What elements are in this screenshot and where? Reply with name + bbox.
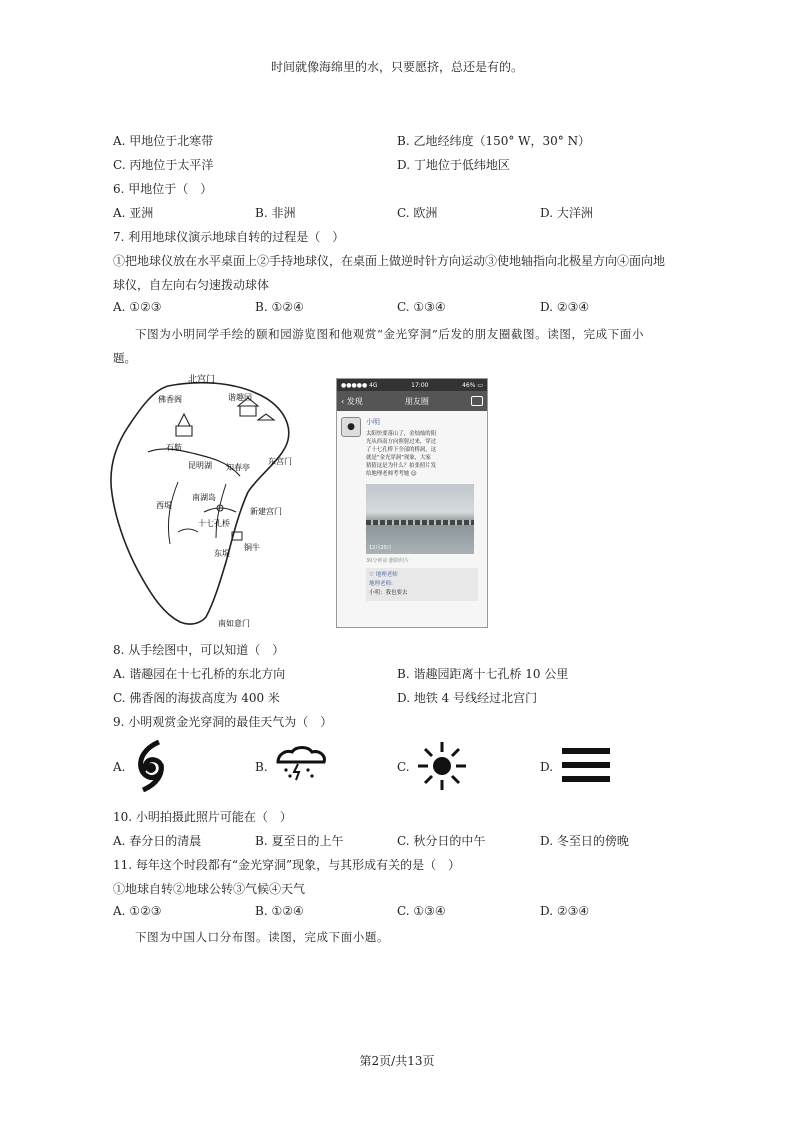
- q8-option-a[interactable]: A. 谐趣园在十七孔桥的东北方向: [113, 667, 286, 681]
- phone-screenshot: [336, 378, 488, 628]
- q7-option-b[interactable]: B. ①②④: [255, 300, 304, 314]
- q10-stem: 10. 小明拍摄此照片可能在（ ）: [113, 810, 292, 824]
- q9-option-b[interactable]: B.: [255, 760, 268, 774]
- likes-comments-box: [366, 568, 478, 601]
- q9-option-c[interactable]: C.: [397, 760, 410, 774]
- q7-option-a[interactable]: A. ①②③: [113, 300, 162, 314]
- map-label-west-dike: 西堤: [156, 501, 172, 510]
- status-battery: 46% ▭: [462, 381, 483, 389]
- post-photo[interactable]: [366, 484, 474, 554]
- q10-option-b[interactable]: B. 夏至日的上午: [255, 834, 344, 848]
- phone-status-bar: [337, 379, 487, 391]
- page-header: 时间就像海绵里的水，只要愿挤，总还是有的。: [270, 60, 523, 74]
- material-intro-line1: 下图为小明同学手绘的颐和园游览图和他观赏“金光穿洞”后发的朋友圈截图。读图，完成下面小: [135, 327, 645, 341]
- post-text-line: 给地理老师考考她 ☺: [366, 471, 417, 477]
- heart-icon: ♡: [369, 572, 374, 578]
- q6-option-a[interactable]: A. 亚洲: [113, 206, 154, 220]
- q6-option-c[interactable]: C. 欧洲: [397, 206, 438, 220]
- like-name[interactable]: 地理老师: [375, 572, 398, 578]
- q11-option-c[interactable]: C. ①③④: [397, 904, 446, 918]
- map-label-south-gate: 南如意门: [218, 619, 250, 628]
- map-label-xiequ: 谐趣园: [228, 393, 252, 402]
- typhoon-icon: [133, 740, 169, 792]
- summer-palace-hand-drawn-map: [108, 372, 308, 630]
- q5-option-b[interactable]: B. 乙地经纬度（150° W，30° N）: [397, 134, 591, 148]
- post-text-line: 就是“金光穿洞”现象，大家: [366, 455, 431, 461]
- post-text-line: 猜猜这是为什么？拍张照片发: [366, 463, 437, 469]
- map-label-tongniu: 铜牛: [244, 543, 260, 552]
- material-intro-line2: 题。: [113, 351, 136, 365]
- map-label-foxiang: 佛香阁: [158, 395, 182, 404]
- q10-option-c[interactable]: C. 秋分日的中午: [397, 834, 486, 848]
- q8-option-b[interactable]: B. 谐趣园距离十七孔桥 10 公里: [397, 667, 569, 681]
- post-text: [366, 430, 478, 478]
- post-time: 30分钟前 删除照片: [366, 558, 409, 564]
- fog-icon: [560, 746, 612, 784]
- bridge-silhouette: [366, 520, 474, 525]
- q9-option-d[interactable]: D.: [540, 760, 554, 774]
- post-text-line: 光从西南方向照射过来，穿过: [366, 439, 437, 445]
- material-intro-population: 下图为中国人口分布图。读图，完成下面小题。: [135, 930, 390, 944]
- status-signal: ●●●●● 4G: [341, 381, 378, 389]
- q6-option-d[interactable]: D. 大洋洲: [540, 206, 593, 220]
- q7-option-c[interactable]: C. ①③④: [397, 300, 446, 314]
- q11-option-b[interactable]: B. ①②④: [255, 904, 304, 918]
- comment-teacher: 地理老师:: [369, 581, 393, 587]
- avatar: [341, 417, 361, 437]
- back-button-label: 发现: [346, 396, 363, 406]
- q8-option-c[interactable]: C. 佛香阁的海拔高度为 400 米: [113, 691, 280, 705]
- q11-option-d[interactable]: D. ②③④: [540, 904, 590, 918]
- back-button[interactable]: [341, 396, 363, 407]
- q7-statement-line2: 球仪，自左向右匀速拨动球体: [113, 278, 270, 292]
- map-label-north-gate: 北宫门: [188, 375, 216, 385]
- q11-option-a[interactable]: A. ①②③: [113, 904, 162, 918]
- comment-xiaoming: 小明：我也要去: [369, 590, 408, 596]
- map-label-zhichun: 知春亭: [226, 463, 250, 472]
- post-text-line: 太阳快要落山了，金灿灿的阳: [366, 431, 437, 437]
- thunder-rain-icon: [272, 744, 328, 784]
- q7-stem: 7. 利用地球仪演示地球自转的过程是（ ）: [113, 230, 345, 244]
- map-label-nanhu: 南湖岛: [192, 493, 216, 502]
- phone-nav-bar: [337, 391, 487, 411]
- q6-stem: 6. 甲地位于（ ）: [113, 182, 213, 196]
- map-label-east-dike: 东堤: [214, 549, 230, 558]
- sunny-icon: [416, 740, 468, 792]
- post-text-line: 了十七孔桥下全部的桥洞，这: [366, 447, 437, 453]
- q10-option-d[interactable]: D. 冬至日的傍晚: [540, 834, 629, 848]
- map-label-bridge: 十七孔桥: [198, 519, 230, 528]
- q7-option-d[interactable]: D. ②③④: [540, 300, 590, 314]
- q11-stem: 11. 每年这个时段都有“金光穿洞”现象，与其形成有关的是（ ）: [113, 858, 461, 872]
- chevron-left-icon: ‹: [341, 396, 345, 406]
- page-footer: 第2页/共13页: [359, 1054, 435, 1068]
- likes-row: [369, 571, 475, 580]
- q9-stem: 9. 小明观赏金光穿洞的最佳天气为（ ）: [113, 715, 333, 729]
- post-username[interactable]: 小明: [366, 418, 380, 426]
- q5-option-d[interactable]: D. 丁地位于低纬地区: [397, 158, 510, 172]
- map-label-stone-boat: 石舫: [166, 443, 182, 452]
- moment-post: [337, 411, 487, 601]
- q8-option-d[interactable]: D. 地铁 4 号线经过北宫门: [397, 691, 538, 705]
- q8-stem: 8. 从手绘图中，可以知道（ ）: [113, 643, 285, 657]
- q7-statement-line1: ①把地球仪放在水平桌面上②手持地球仪，在桌面上做逆时针方向运动③使地轴指向北极星方向④面向地: [113, 254, 666, 268]
- q6-option-b[interactable]: B. 非洲: [255, 206, 296, 220]
- q11-statement: ①地球自转②地球公转③气候④天气: [113, 882, 306, 896]
- photo-date: 12月20日: [369, 545, 392, 551]
- penguin-icon: ●: [347, 422, 355, 432]
- status-time: 17:00: [411, 381, 429, 389]
- q9-option-a[interactable]: A.: [113, 760, 126, 774]
- map-label-xinjian: 新建宫门: [250, 507, 282, 516]
- q5-option-a[interactable]: A. 甲地位于北寒带: [113, 134, 214, 148]
- q5-option-c[interactable]: C. 丙地位于太平洋: [113, 158, 214, 172]
- camera-icon[interactable]: [471, 396, 483, 406]
- phone-title: 朋友圈: [404, 396, 429, 406]
- q10-option-a[interactable]: A. 春分日的清晨: [113, 834, 202, 848]
- map-label-kunming: 昆明湖: [188, 461, 212, 470]
- map-label-east-gate: 东宫门: [268, 457, 292, 466]
